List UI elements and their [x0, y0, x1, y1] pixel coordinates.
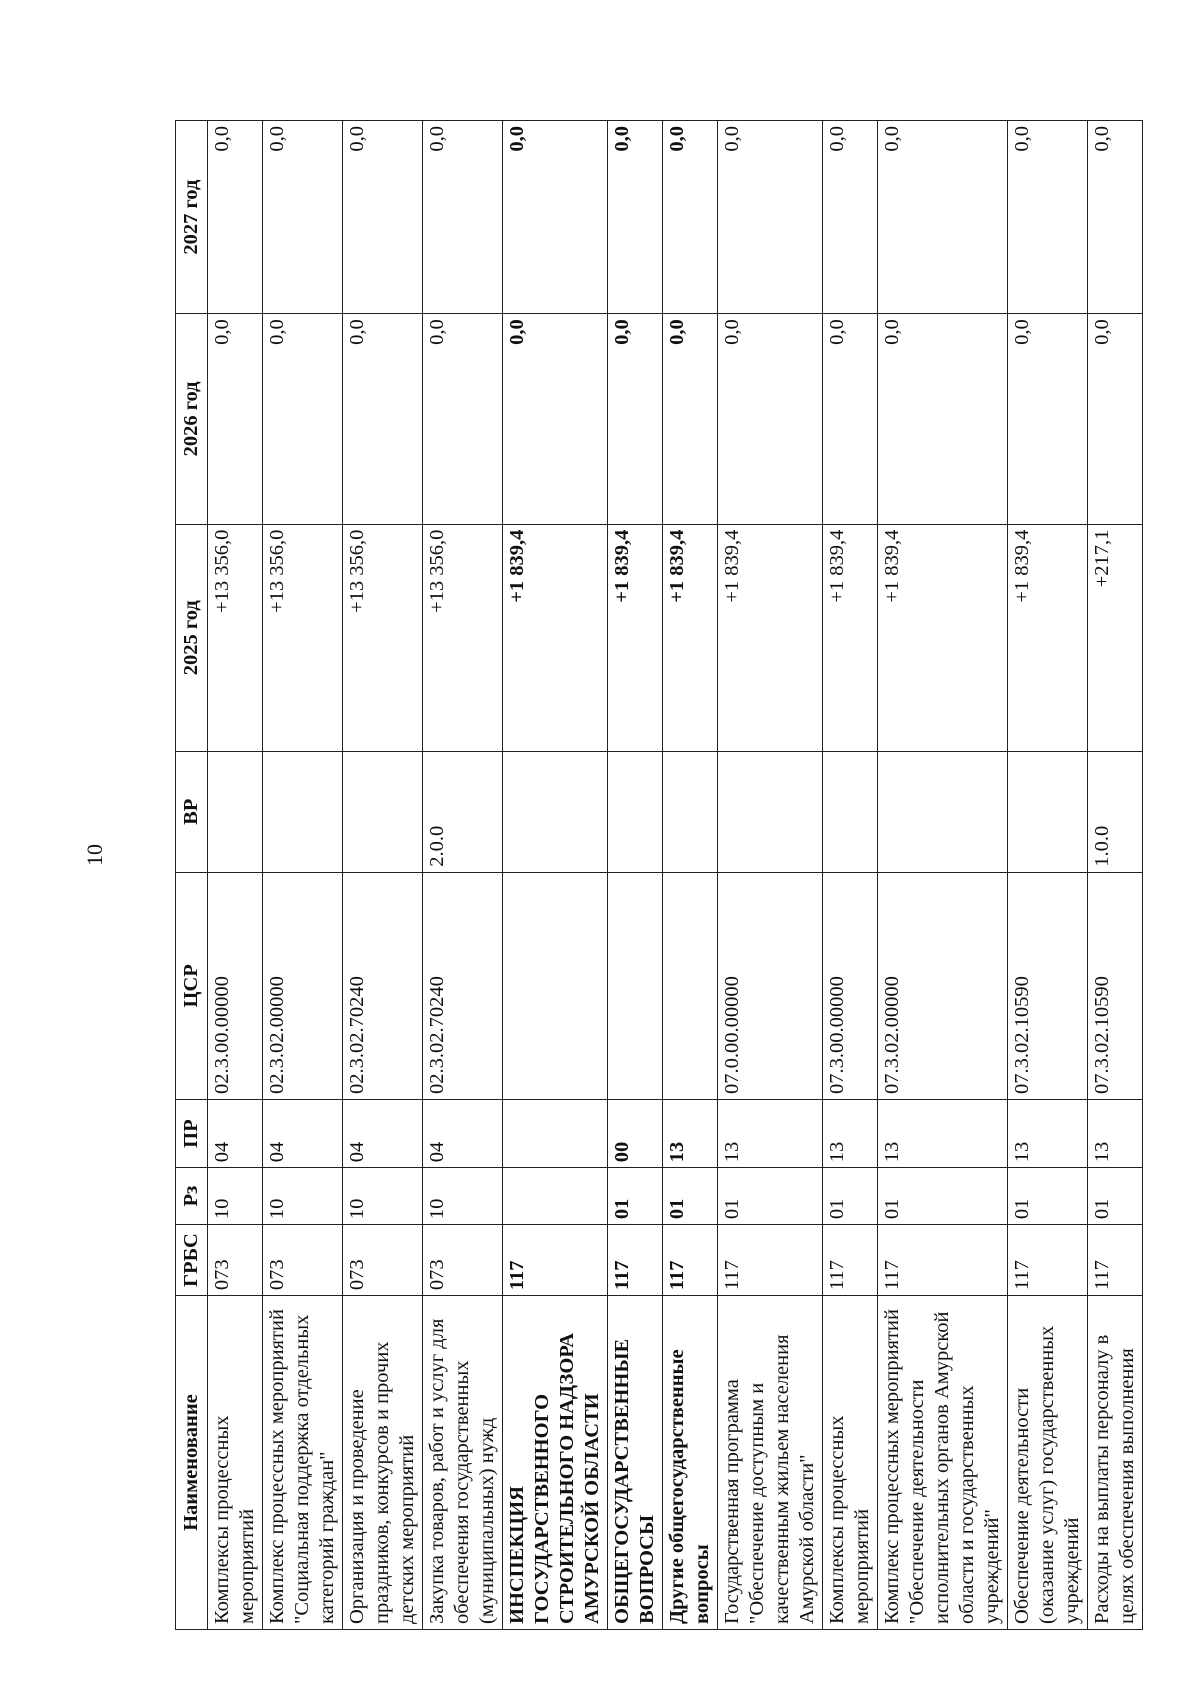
cell-vr [263, 751, 343, 872]
cell-name: Другие общегосударственные вопросы [663, 1296, 718, 1630]
cell-2026: 0,0 [718, 314, 823, 524]
table-row [208, 121, 263, 1630]
table-row [878, 121, 1008, 1630]
cell-rz: 10 [208, 1168, 263, 1225]
cell-2025: +13 356,0 [423, 524, 503, 751]
cell-pr: 04 [423, 1100, 503, 1168]
cell-name: Государственная программа "Обеспечение доступным и качественным жильем населения Амурской области" [718, 1296, 823, 1630]
cell-2026: 0,0 [823, 314, 878, 524]
cell-vr: 2.0.0 [423, 751, 503, 872]
table-row [1088, 121, 1143, 1630]
cell-2027: 0,0 [823, 121, 878, 314]
cell-2025: +1 839,4 [503, 524, 608, 751]
header-2025: 2025 год [176, 524, 208, 751]
cell-csr: 07.3.02.10590 [1088, 872, 1143, 1099]
cell-2027: 0,0 [663, 121, 718, 314]
cell-rz [503, 1168, 608, 1225]
cell-vr [663, 751, 718, 872]
cell-2027: 0,0 [208, 121, 263, 314]
cell-rz: 01 [608, 1168, 663, 1225]
table-row [423, 121, 503, 1630]
cell-grbs: 117 [1008, 1225, 1088, 1296]
table-row [1008, 121, 1088, 1630]
cell-2026: 0,0 [423, 314, 503, 524]
cell-pr [503, 1100, 608, 1168]
cell-2025: +13 356,0 [263, 524, 343, 751]
cell-grbs: 117 [718, 1225, 823, 1296]
cell-2025: +1 839,4 [608, 524, 663, 751]
header-vr: ВР [176, 751, 208, 872]
cell-csr: 02.3.02.70240 [423, 872, 503, 1099]
table-row [823, 121, 878, 1630]
cell-2027: 0,0 [343, 121, 423, 314]
cell-vr [1008, 751, 1088, 872]
cell-csr: 02.3.02.00000 [263, 872, 343, 1099]
cell-2027: 0,0 [1008, 121, 1088, 314]
cell-rz: 01 [718, 1168, 823, 1225]
cell-name: Комплексы процессных мероприятий [823, 1296, 878, 1630]
page-number: 10 [82, 844, 107, 866]
cell-name: Расходы на выплаты персоналу в целях обеспечения выполнения [1088, 1296, 1143, 1630]
cell-name: Комплекс процессных мероприятий "Обеспечение деятельности исполнительных органов Амурской области и государственных учреждений" [878, 1296, 1008, 1630]
cell-grbs: 073 [208, 1225, 263, 1296]
cell-pr: 00 [608, 1100, 663, 1168]
cell-pr: 13 [718, 1100, 823, 1168]
cell-2025: +13 356,0 [343, 524, 423, 751]
cell-2026: 0,0 [1088, 314, 1143, 524]
cell-grbs: 073 [423, 1225, 503, 1296]
cell-vr [343, 751, 423, 872]
cell-rz: 01 [663, 1168, 718, 1225]
cell-pr: 13 [823, 1100, 878, 1168]
cell-csr [608, 872, 663, 1099]
cell-name: Комплексы процессных мероприятий [208, 1296, 263, 1630]
cell-csr: 07.0.00.00000 [718, 872, 823, 1099]
cell-rz: 01 [1008, 1168, 1088, 1225]
cell-rz: 01 [1088, 1168, 1143, 1225]
cell-2026: 0,0 [503, 314, 608, 524]
cell-2026: 0,0 [608, 314, 663, 524]
table-row [343, 121, 423, 1630]
cell-vr [878, 751, 1008, 872]
table-row [608, 121, 663, 1630]
cell-pr: 13 [1008, 1100, 1088, 1168]
cell-vr [823, 751, 878, 872]
cell-grbs: 117 [503, 1225, 608, 1296]
header-pr: ПР [176, 1100, 208, 1168]
cell-rz: 01 [878, 1168, 1008, 1225]
cell-2026: 0,0 [343, 314, 423, 524]
cell-rz: 01 [823, 1168, 878, 1225]
cell-grbs: 073 [263, 1225, 343, 1296]
cell-rz: 10 [263, 1168, 343, 1225]
cell-vr [208, 751, 263, 872]
cell-2027: 0,0 [503, 121, 608, 314]
cell-grbs: 117 [878, 1225, 1008, 1296]
cell-2027: 0,0 [608, 121, 663, 314]
cell-2027: 0,0 [878, 121, 1008, 314]
cell-grbs: 117 [663, 1225, 718, 1296]
header-grbs: ГРБС [176, 1225, 208, 1296]
cell-csr [663, 872, 718, 1099]
cell-csr: 02.3.00.00000 [208, 872, 263, 1099]
rotated-page-content [175, 120, 1138, 1630]
cell-2027: 0,0 [423, 121, 503, 314]
cell-pr: 13 [878, 1100, 1008, 1168]
cell-grbs: 073 [343, 1225, 423, 1296]
table-row [503, 121, 608, 1630]
cell-2025: +217,1 [1088, 524, 1143, 751]
cell-grbs: 117 [608, 1225, 663, 1296]
cell-pr: 13 [663, 1100, 718, 1168]
cell-2027: 0,0 [263, 121, 343, 314]
header-2027: 2027 год [176, 121, 208, 314]
header-csr: ЦСР [176, 872, 208, 1099]
table-header-row [176, 121, 208, 1630]
cell-2025: +1 839,4 [1008, 524, 1088, 751]
cell-name: ИНСПЕКЦИЯ ГОСУДАРСТВЕННОГО СТРОИТЕЛЬНОГО НАДЗОРА АМУРСКОЙ ОБЛАСТИ [503, 1296, 608, 1630]
cell-2026: 0,0 [263, 314, 343, 524]
cell-csr [503, 872, 608, 1099]
cell-csr: 07.3.02.00000 [878, 872, 1008, 1099]
cell-2026: 0,0 [663, 314, 718, 524]
cell-name: Закупка товаров, работ и услуг для обеспечения государственных (муниципальных) нужд [423, 1296, 503, 1630]
cell-2027: 0,0 [718, 121, 823, 314]
cell-csr: 02.3.02.70240 [343, 872, 423, 1099]
cell-grbs: 117 [823, 1225, 878, 1296]
cell-2025: +13 356,0 [208, 524, 263, 751]
header-rz: Рз [176, 1168, 208, 1225]
cell-rz: 10 [343, 1168, 423, 1225]
header-2026: 2026 год [176, 314, 208, 524]
table-row [263, 121, 343, 1630]
cell-pr: 04 [263, 1100, 343, 1168]
table-row [718, 121, 823, 1630]
cell-name: ОБЩЕГОСУДАРСТВЕННЫЕ ВОПРОСЫ [608, 1296, 663, 1630]
cell-2025: +1 839,4 [878, 524, 1008, 751]
cell-grbs: 117 [1088, 1225, 1143, 1296]
cell-2025: +1 839,4 [718, 524, 823, 751]
cell-csr: 07.3.02.10590 [1008, 872, 1088, 1099]
cell-vr [718, 751, 823, 872]
cell-pr: 04 [208, 1100, 263, 1168]
cell-csr: 07.3.00.00000 [823, 872, 878, 1099]
cell-rz: 10 [423, 1168, 503, 1225]
cell-vr [503, 751, 608, 872]
cell-2026: 0,0 [208, 314, 263, 524]
cell-name: Обеспечение деятельности (оказание услуг) государственных учреждений [1008, 1296, 1088, 1630]
budget-table [175, 120, 1143, 1630]
cell-2025: +1 839,4 [663, 524, 718, 751]
cell-2026: 0,0 [878, 314, 1008, 524]
cell-2027: 0,0 [1088, 121, 1143, 314]
cell-vr [608, 751, 663, 872]
cell-pr: 04 [343, 1100, 423, 1168]
cell-name: Организация и проведение праздников, конкурсов и прочих детских мероприятий [343, 1296, 423, 1630]
cell-2026: 0,0 [1008, 314, 1088, 524]
table-row [663, 121, 718, 1630]
cell-vr: 1.0.0 [1088, 751, 1143, 872]
cell-pr: 13 [1088, 1100, 1143, 1168]
cell-name: Комплекс процессных мероприятий "Социальная поддержка отдельных категорий граждан" [263, 1296, 343, 1630]
cell-2025: +1 839,4 [823, 524, 878, 751]
header-name: Наименование [176, 1296, 208, 1630]
